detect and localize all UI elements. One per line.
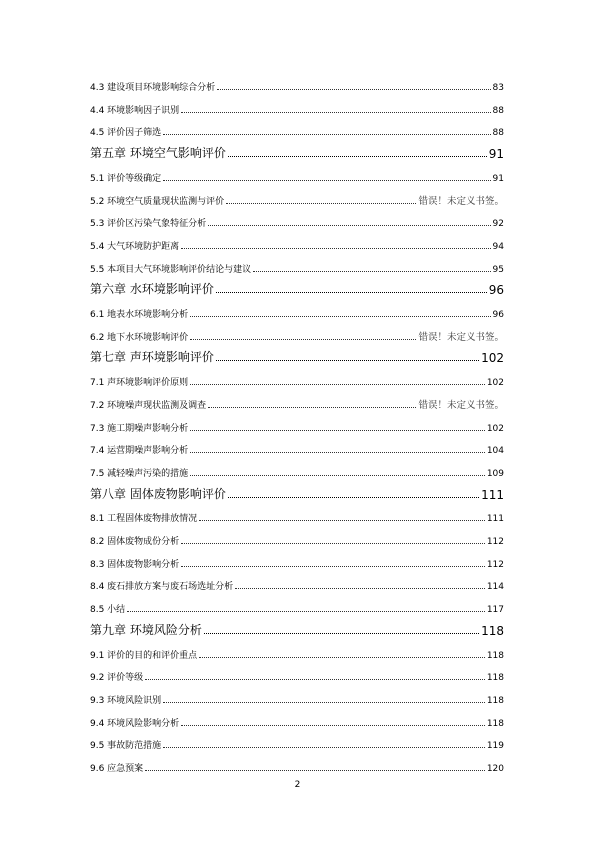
toc-section-entry[interactable] [90, 579, 504, 592]
toc-chapter-entry[interactable] [90, 281, 504, 297]
toc-page-number: 102 [481, 351, 504, 366]
dot-leader [163, 747, 485, 748]
toc-entry-title: 第八章 固体废物影响评价 [90, 486, 226, 501]
toc-section-entry[interactable] [90, 648, 504, 661]
toc-section-entry[interactable] [90, 670, 504, 683]
dot-leader [181, 725, 485, 726]
toc-page-number: 118 [486, 718, 504, 729]
dot-leader [217, 89, 490, 90]
bookmark-error-text: 错误！未定义书签。 [418, 195, 504, 207]
dot-leader [235, 588, 485, 589]
toc-entry-title: 5.4 大气环境防护距离 [90, 241, 180, 252]
toc-page-number: 88 [492, 105, 504, 116]
toc-section-entry[interactable] [90, 80, 504, 93]
dot-leader [190, 316, 490, 317]
bookmark-error-text: 错误！未定义书签。 [418, 331, 504, 343]
toc-entry-title: 8.5 小结 [90, 605, 126, 616]
toc-entry-title: 7.5 减轻噪声污染的措施 [90, 468, 189, 479]
dot-leader [216, 360, 479, 361]
toc-page-number: 112 [486, 559, 504, 570]
toc-entry-title: 5.5 本项目大气环境影响评价结论与建议 [90, 264, 252, 275]
toc-section-entry[interactable] [90, 103, 504, 116]
toc-entry-title: 9.2 评价等级 [90, 673, 144, 684]
toc-section-entry[interactable] [90, 194, 504, 207]
toc-section-entry[interactable] [90, 398, 504, 411]
toc-section-entry[interactable] [90, 125, 504, 138]
toc-page-number: 88 [492, 128, 504, 139]
dot-leader [127, 611, 485, 612]
toc-entry-title: 8.1 工程固体废物排放情况 [90, 514, 198, 525]
toc-entry-title: 9.3 环境风险识别 [90, 695, 162, 706]
toc-page-number: 109 [486, 468, 504, 479]
toc-entry-title: 8.2 固体废物成份分析 [90, 537, 180, 547]
toc-section-entry[interactable] [90, 421, 504, 434]
dot-leader [204, 633, 479, 634]
toc-section-entry[interactable] [90, 307, 504, 320]
dot-leader [190, 475, 485, 476]
toc-chapter-entry[interactable] [90, 486, 504, 502]
toc-section-entry[interactable] [90, 557, 504, 570]
toc-section-entry[interactable] [90, 239, 504, 252]
dot-leader [228, 497, 479, 498]
toc-entry-title: 9.1 评价的目的和评价重点 [90, 650, 198, 661]
toc-entry-title: 第九章 环境风险分析 [90, 622, 202, 637]
dot-leader [163, 134, 490, 135]
dot-leader [181, 566, 485, 567]
toc-entry-title: 4.5 评价因子筛选 [90, 128, 162, 139]
toc-page-number: 94 [492, 241, 504, 252]
dot-leader [163, 180, 490, 181]
toc-entry-title: 第五章 环境空气影响评价 [90, 146, 226, 161]
dot-leader [145, 770, 485, 771]
toc-page-number: 91 [488, 147, 504, 162]
toc-entry-title: 7.4 运营期噪声影响分析 [90, 446, 189, 457]
toc-section-entry[interactable] [90, 171, 504, 184]
toc-page-number: 118 [486, 650, 504, 661]
toc-entry-title: 8.3 固体废物影响分析 [90, 559, 180, 570]
toc-section-entry[interactable] [90, 693, 504, 706]
toc-page-number: 118 [486, 673, 504, 684]
toc-page-number: 102 [486, 378, 504, 389]
dot-leader [226, 203, 416, 204]
dot-leader [181, 248, 490, 249]
toc-page-number: 120 [486, 764, 504, 774]
toc-page-number: 102 [486, 423, 504, 434]
dot-leader [199, 657, 485, 658]
toc-page-number: 111 [486, 514, 504, 525]
toc-section-entry[interactable] [90, 716, 504, 729]
dot-leader [190, 430, 485, 431]
dot-leader [216, 292, 487, 293]
dot-leader [181, 543, 485, 544]
toc-section-entry[interactable] [90, 216, 504, 229]
toc-page-number: 95 [492, 264, 504, 275]
toc-entry-title: 第六章 水环境影响评价 [90, 282, 214, 297]
dot-leader [181, 112, 490, 113]
dot-leader [190, 384, 485, 385]
toc-page-number: 83 [492, 83, 504, 93]
toc-page-number: 96 [488, 283, 504, 298]
toc-entry-title: 9.4 环境风险影响分析 [90, 718, 180, 729]
toc-page-number: 117 [486, 605, 504, 616]
toc-page-number: 111 [481, 487, 504, 502]
toc-section-entry[interactable] [90, 262, 504, 275]
toc-section-entry[interactable] [90, 534, 504, 547]
toc-section-entry[interactable] [90, 375, 504, 388]
toc-page-number: 119 [486, 741, 504, 752]
dot-leader [199, 520, 485, 521]
toc-section-entry[interactable] [90, 466, 504, 479]
toc-section-entry[interactable] [90, 738, 504, 751]
toc-chapter-entry[interactable] [90, 349, 504, 365]
toc-entry-title: 4.4 环境影响因子识别 [90, 105, 180, 116]
toc-entry-title: 7.2 环境噪声现状监测及调查 [90, 400, 207, 411]
toc-section-entry[interactable] [90, 602, 504, 615]
toc-section-entry[interactable] [90, 761, 504, 774]
toc-chapter-entry[interactable] [90, 622, 504, 638]
toc-chapter-entry[interactable] [90, 145, 504, 161]
dot-leader [253, 271, 490, 272]
toc-page-number: 92 [492, 219, 504, 230]
toc-entry-title: 5.1 评价等级确定 [90, 173, 162, 184]
dot-leader [145, 679, 485, 680]
dot-leader [163, 702, 485, 703]
toc-entry-title: 5.2 环境空气质量现状监测与评价 [90, 196, 225, 207]
toc-entry-title: 7.1 声环境影响评价原则 [90, 378, 189, 389]
toc-page-number: 96 [492, 310, 504, 320]
toc-section-entry[interactable] [90, 330, 504, 343]
page-number: 2 [294, 780, 301, 790]
toc-entry-title: 6.2 地下水环境影响评价 [90, 332, 189, 343]
toc-entry-title: 4.3 建设项目环境影响综合分析 [90, 83, 216, 93]
toc-page-number: 114 [486, 582, 504, 593]
toc-entry-title: 6.1 地表水环境影响分析 [90, 310, 189, 320]
dot-leader [190, 339, 416, 340]
toc-section-entry[interactable] [90, 443, 504, 456]
toc-entry-title: 9.5 事故防范措施 [90, 741, 162, 752]
bookmark-error-text: 错误！未定义书签。 [418, 399, 504, 411]
toc-entry-title: 5.3 评价区污染气象特征分析 [90, 219, 207, 230]
toc-entry-title: 第七章 声环境影响评价 [90, 350, 214, 365]
toc-entry-title: 8.4 废石排放方案与废石场选址分析 [90, 582, 234, 593]
toc-page-number: 112 [486, 537, 504, 547]
toc-entry-title: 7.3 施工期噪声影响分析 [90, 423, 189, 434]
toc-section-entry[interactable] [90, 511, 504, 524]
toc-entry-title: 9.6 应急预案 [90, 764, 144, 774]
toc-page-number: 104 [486, 446, 504, 457]
toc-page-number: 118 [481, 623, 504, 638]
dot-leader [208, 407, 416, 408]
dot-leader [228, 156, 487, 157]
dot-leader [208, 225, 490, 226]
dot-leader [190, 452, 485, 453]
toc-page-number: 118 [486, 695, 504, 706]
toc-page-number: 91 [492, 173, 504, 184]
